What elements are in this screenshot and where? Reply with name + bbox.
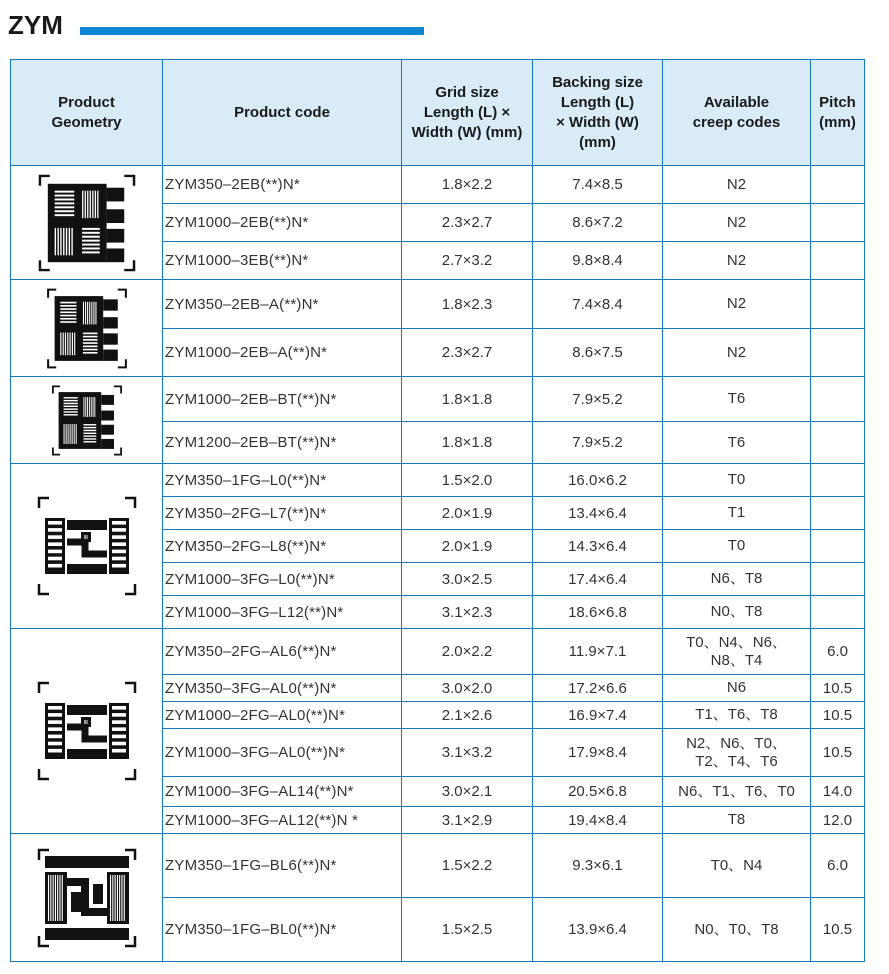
product-geometry-image	[11, 629, 163, 834]
product-code-cell: ZYM1000–3FG–AL0(**)N*	[163, 729, 402, 777]
pitch-cell: 10.5	[811, 702, 865, 729]
creep-codes-cell: T1、T6、T8	[663, 702, 811, 729]
title-accent-bar	[80, 27, 424, 35]
pitch-cell: 10.5	[811, 729, 865, 777]
product-code-cell: ZYM1000–2EB–BT(**)N*	[163, 377, 402, 422]
product-code-cell: ZYM1000–2EB–A(**)N*	[163, 329, 402, 377]
header-geometry: Product Geometry	[11, 60, 163, 166]
creep-code-line: T2、T4、T6	[695, 752, 778, 770]
table-row	[11, 629, 865, 675]
creep-codes-cell: N2	[663, 166, 811, 204]
pitch-cell: 6.0	[811, 834, 865, 898]
table-row	[11, 166, 865, 204]
grid-size-cell: 2.0×1.9	[402, 530, 533, 563]
table-row	[11, 464, 865, 497]
strain-gauge-full-bridge-long-icon	[35, 681, 139, 781]
grid-size-cell: 2.1×2.6	[402, 702, 533, 729]
backing-size-cell: 13.4×6.4	[533, 497, 663, 530]
pitch-cell	[811, 280, 865, 329]
product-code-cell: ZYM1000–2EB(**)N*	[163, 204, 402, 242]
product-code-cell: ZYM350–1FG–BL6(**)N*	[163, 834, 402, 898]
backing-size-cell: 7.4×8.4	[533, 280, 663, 329]
backing-size-cell: 16.9×7.4	[533, 702, 663, 729]
grid-size-cell: 3.1×2.3	[402, 596, 533, 629]
creep-codes-cell: T6	[663, 377, 811, 422]
page-title: ZYM	[8, 10, 63, 40]
strain-gauge-full-bridge-long-icon	[35, 496, 139, 596]
grid-size-cell: 1.8×2.2	[402, 166, 533, 204]
creep-codes-cell: N0、T0、T8	[663, 898, 811, 962]
creep-code-line: N8、T4	[710, 651, 763, 669]
product-code-cell: ZYM1000–3EB(**)N*	[163, 242, 402, 280]
creep-codes-cell: T1	[663, 497, 811, 530]
pitch-cell	[811, 166, 865, 204]
pitch-cell: 10.5	[811, 898, 865, 962]
pitch-cell: 10.5	[811, 675, 865, 702]
grid-size-cell: 3.0×2.1	[402, 777, 533, 807]
header-backing-size: Backing size Length (L) × Width (W) (mm)	[533, 60, 663, 166]
product-code-cell: ZYM350–2EB–A(**)N*	[163, 280, 402, 329]
creep-codes-cell: T0、N4	[663, 834, 811, 898]
creep-codes-cell: N6、T8	[663, 563, 811, 596]
creep-codes-cell: N2	[663, 280, 811, 329]
product-code-cell: ZYM1000–3FG–AL14(**)N*	[163, 777, 402, 807]
product-code-cell: ZYM350–1FG–L0(**)N*	[163, 464, 402, 497]
backing-size-cell: 8.6×7.5	[533, 329, 663, 377]
creep-codes-cell: N6、T1、T6、T0	[663, 777, 811, 807]
creep-codes-cell	[663, 629, 811, 675]
product-code-cell: ZYM350–2FG–AL6(**)N*	[163, 629, 402, 675]
backing-size-cell: 18.6×6.8	[533, 596, 663, 629]
product-geometry-image	[11, 377, 163, 464]
backing-size-cell: 16.0×6.2	[533, 464, 663, 497]
grid-size-cell: 2.3×2.7	[402, 329, 533, 377]
strain-gauge-rosette-square-icon	[35, 288, 139, 369]
backing-size-cell: 17.9×8.4	[533, 729, 663, 777]
strain-gauge-full-bridge-compact-icon	[35, 848, 139, 948]
grid-size-cell: 1.5×2.0	[402, 464, 533, 497]
backing-size-cell: 11.9×7.1	[533, 629, 663, 675]
pitch-cell	[811, 242, 865, 280]
grid-size-cell: 2.7×3.2	[402, 242, 533, 280]
pitch-cell	[811, 563, 865, 596]
grid-size-cell: 3.1×2.9	[402, 807, 533, 834]
strain-gauge-rosette-wide-icon	[35, 385, 139, 456]
product-geometry-image	[11, 280, 163, 377]
product-table	[10, 59, 865, 962]
product-code-cell: ZYM1000–2FG–AL0(**)N*	[163, 702, 402, 729]
backing-size-cell: 9.8×8.4	[533, 242, 663, 280]
creep-codes-cell: T8	[663, 807, 811, 834]
grid-size-cell: 3.1×3.2	[402, 729, 533, 777]
pitch-cell	[811, 422, 865, 464]
creep-codes-cell: N0、T8	[663, 596, 811, 629]
grid-size-cell: 2.0×1.9	[402, 497, 533, 530]
creep-codes-cell: T0	[663, 530, 811, 563]
backing-size-cell: 7.9×5.2	[533, 377, 663, 422]
backing-size-cell: 7.4×8.5	[533, 166, 663, 204]
backing-size-cell: 19.4×8.4	[533, 807, 663, 834]
header-product-code: Product code	[163, 60, 402, 166]
creep-codes-cell: T6	[663, 422, 811, 464]
product-geometry-image	[11, 834, 163, 962]
backing-size-cell: 20.5×6.8	[533, 777, 663, 807]
pitch-cell: 12.0	[811, 807, 865, 834]
creep-codes-cell: N2	[663, 242, 811, 280]
product-code-cell: ZYM350–3FG–AL0(**)N*	[163, 675, 402, 702]
pitch-cell	[811, 464, 865, 497]
product-code-cell: ZYM1000–3FG–AL12(**)N *	[163, 807, 402, 834]
grid-size-cell: 1.5×2.2	[402, 834, 533, 898]
product-code-cell: ZYM350–2FG–L8(**)N*	[163, 530, 402, 563]
creep-codes-cell: N6	[663, 675, 811, 702]
backing-size-cell: 8.6×7.2	[533, 204, 663, 242]
pitch-cell	[811, 377, 865, 422]
creep-codes-cell	[663, 729, 811, 777]
pitch-cell: 14.0	[811, 777, 865, 807]
backing-size-cell: 7.9×5.2	[533, 422, 663, 464]
table-row	[11, 280, 865, 329]
product-geometry-image	[11, 464, 163, 629]
pitch-cell	[811, 329, 865, 377]
grid-size-cell: 1.8×2.3	[402, 280, 533, 329]
grid-size-cell: 1.5×2.5	[402, 898, 533, 962]
creep-code-line: N2、N6、T0、	[686, 734, 787, 752]
table-row	[11, 377, 865, 422]
header-pitch: Pitch (mm)	[811, 60, 865, 166]
pitch-cell	[811, 596, 865, 629]
product-code-cell: ZYM350–2FG–L7(**)N*	[163, 497, 402, 530]
backing-size-cell: 9.3×6.1	[533, 834, 663, 898]
creep-codes-cell: N2	[663, 204, 811, 242]
grid-size-cell: 3.0×2.0	[402, 675, 533, 702]
grid-size-cell: 2.3×2.7	[402, 204, 533, 242]
grid-size-cell: 1.8×1.8	[402, 422, 533, 464]
product-code-cell: ZYM1000–3FG–L12(**)N*	[163, 596, 402, 629]
creep-code-line: T0、N4、N6、	[686, 633, 787, 651]
table-header-row	[11, 60, 865, 166]
pitch-cell	[811, 497, 865, 530]
grid-size-cell: 3.0×2.5	[402, 563, 533, 596]
product-code-cell: ZYM350–1FG–BL0(**)N*	[163, 898, 402, 962]
pitch-cell	[811, 204, 865, 242]
grid-size-cell: 2.0×2.2	[402, 629, 533, 675]
product-code-cell: ZYM350–2EB(**)N*	[163, 166, 402, 204]
strain-gauge-rosette-square-icon	[35, 174, 139, 272]
table-row	[11, 834, 865, 898]
pitch-cell: 6.0	[811, 629, 865, 675]
header-creep-codes: Available creep codes	[663, 60, 811, 166]
header-grid-size: Grid size Length (L) × Width (W) (mm)	[402, 60, 533, 166]
backing-size-cell: 17.2×6.6	[533, 675, 663, 702]
product-geometry-image	[11, 166, 163, 280]
backing-size-cell: 14.3×6.4	[533, 530, 663, 563]
product-code-cell: ZYM1000–3FG–L0(**)N*	[163, 563, 402, 596]
pitch-cell	[811, 530, 865, 563]
creep-codes-cell: T0	[663, 464, 811, 497]
creep-codes-cell: N2	[663, 329, 811, 377]
grid-size-cell: 1.8×1.8	[402, 377, 533, 422]
product-code-cell: ZYM1200–2EB–BT(**)N*	[163, 422, 402, 464]
backing-size-cell: 17.4×6.4	[533, 563, 663, 596]
backing-size-cell: 13.9×6.4	[533, 898, 663, 962]
